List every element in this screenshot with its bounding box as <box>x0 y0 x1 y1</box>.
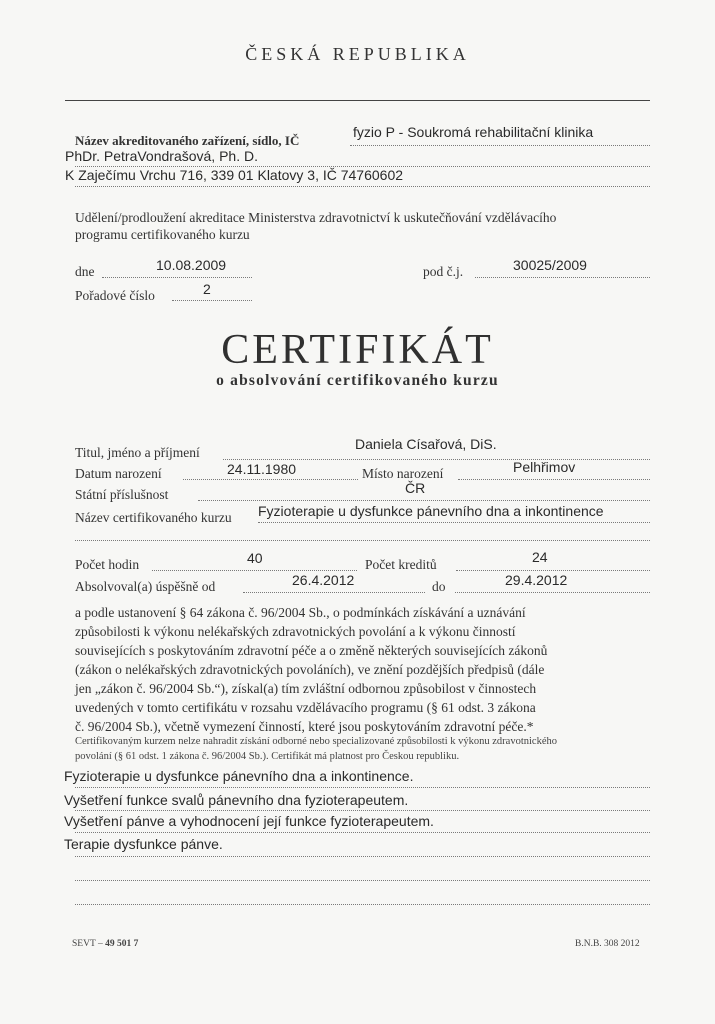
footer-left-code: 49 501 7 <box>105 939 139 949</box>
footer-left-prefix: SEVT – <box>72 939 106 949</box>
birth-date: 24.11.1980 <box>227 461 297 477</box>
activity-item: Vyšetření funkce svalů pánevního dna fyzioterapeutem. <box>64 792 409 808</box>
country-header: ČESKÁ REPUBLIKA <box>245 44 470 64</box>
dotted-line <box>258 522 650 523</box>
facility-dotted-line <box>75 186 650 187</box>
credits-label: Počet kreditů <box>365 557 437 572</box>
birth-place-label: Místo narození <box>362 466 444 481</box>
birth-place: Pelhřimov <box>513 459 576 475</box>
order-number-label: Pořadové číslo <box>75 288 155 303</box>
order-number: 2 <box>203 281 211 297</box>
hours: 40 <box>247 550 263 566</box>
legal-text-line: souvisejících s poskytováním zdravotní péče a o změně některých souvisejících zákonů <box>75 643 548 658</box>
hours-label: Počet hodin <box>75 557 140 572</box>
dotted-line <box>172 300 252 301</box>
legal-text-line: způsobilosti k výkonu nelékařských zdravotnických povolání a k výkonu činností <box>75 624 516 639</box>
footer-right: B.N.B. 308 2012 <box>575 939 640 949</box>
birth-date-label: Datum narození <box>75 466 162 481</box>
dotted-line <box>75 810 650 811</box>
dotted-line <box>243 592 425 593</box>
completed-from: 26.4.2012 <box>292 572 355 588</box>
dotted-line <box>75 540 650 541</box>
certificate-title: CERTIFIKÁT <box>221 327 494 373</box>
facility-person: PhDr. PetraVondrašová, Ph. D. <box>65 148 258 164</box>
facility-name: fyzio P - Soukromá rehabilitační klinika <box>353 124 594 140</box>
dotted-line <box>75 856 650 857</box>
legal-text-line: č. 96/2004 Sb.), včetně vymezení činností, které jsou poskytováním zdravotní péče.* <box>75 719 534 734</box>
dotted-line <box>75 787 650 788</box>
dotted-line <box>102 277 252 278</box>
dotted-line <box>458 479 650 480</box>
accreditation-date-label: dne <box>75 264 95 279</box>
header-rule <box>65 100 650 101</box>
certificate-subtitle: o absolvování certifikovaného kurzu <box>216 372 499 389</box>
legal-text-line: a podle ustanovení § 64 zákona č. 96/2004 Sb., o podmínkách získávání a uznávání <box>75 605 526 620</box>
accreditation-ref-label: pod č.j. <box>423 264 464 279</box>
activity-item: Terapie dysfunkce pánve. <box>64 836 223 852</box>
completed-label: Absolvoval(a) úspěšně od <box>75 579 216 594</box>
holder-name: Daniela Císařová, DiS. <box>355 436 497 452</box>
dotted-line <box>475 277 650 278</box>
facility-dotted-line <box>350 145 650 146</box>
dotted-line <box>75 904 650 905</box>
dotted-line <box>223 459 650 460</box>
citizenship-label: Státní příslušnost <box>75 487 169 502</box>
course-name: Fyzioterapie u dysfunkce pánevního dna a inkontinence <box>258 503 604 519</box>
legal-text-line: uvedených v tomto certifikátu v rozsahu vzdělávacího programu (§ 61 odst. 3 zákona <box>75 700 536 715</box>
footnote-line: Certifikovaným kurzem nelze nahradit získání odborné nebo specializované způsobilosti k výkonu zdravotnického <box>75 736 557 747</box>
dotted-line <box>455 592 650 593</box>
dotted-line <box>75 832 650 833</box>
name-label: Titul, jméno a příjmení <box>75 445 200 460</box>
legal-text-line: jen „zákon č. 96/2004 Sb.“), získal(a) tím zvláštní odbornou způsobilost v činnostech <box>75 681 537 696</box>
facility-address: K Zaječímu Vrchu 716, 339 01 Klatovy 3, IČ 74760602 <box>65 167 404 183</box>
legal-text-line: (zákon o nelékařských zdravotnických povoláních), ve znění pozdějších předpisů (dále <box>75 662 545 677</box>
accreditation-ref: 30025/2009 <box>513 257 587 273</box>
dotted-line <box>198 500 650 501</box>
activity-item: Vyšetření pánve a vyhodnocení její funkce fyzioterapeutem. <box>64 813 434 829</box>
citizenship: ČR <box>405 480 426 496</box>
credits: 24 <box>532 549 548 565</box>
dotted-line <box>75 880 650 881</box>
completed-to-label: do <box>432 579 446 594</box>
accreditation-text: programu certifikovaného kurzu <box>75 227 250 242</box>
accreditation-text: Udělení/prodloužení akreditace Ministerstva zdravotnictví k uskutečňování vzdělávacího <box>75 210 557 225</box>
dotted-line <box>456 570 650 571</box>
dotted-line <box>152 570 357 571</box>
activity-item: Fyzioterapie u dysfunkce pánevního dna a inkontinence. <box>64 768 414 784</box>
footnote-line: povolání (§ 61 odst. 1 zákona č. 96/2004 Sb.). Certifikát má platnost pro Českou republiku. <box>75 751 460 762</box>
course-name-label: Název certifikovaného kurzu <box>75 510 232 525</box>
footer-left <box>72 939 138 949</box>
facility-label: Název akreditovaného zařízení, sídlo, IČ <box>75 133 300 148</box>
dotted-line <box>183 479 358 480</box>
completed-to: 29.4.2012 <box>505 572 568 588</box>
accreditation-date: 10.08.2009 <box>156 257 227 273</box>
